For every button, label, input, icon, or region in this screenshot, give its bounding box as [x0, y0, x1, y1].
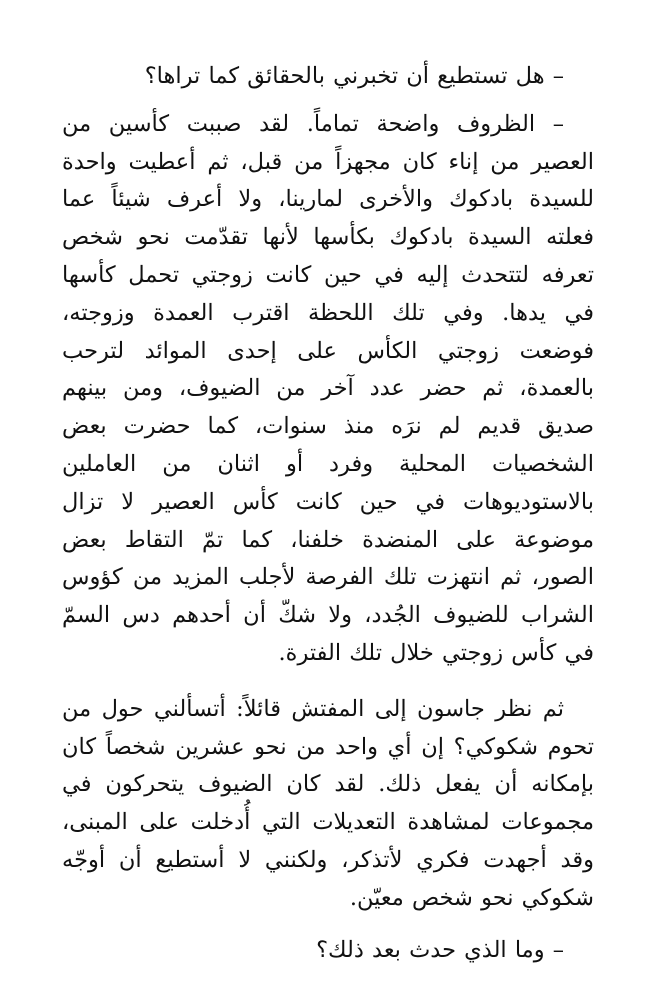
book-page [62, 58, 594, 980]
dialogue-question-2: – وما الذي حدث بعد ذلك؟ [316, 936, 564, 963]
narration-paragraph: ثم نظر جاسون إلى المفتش قائلاً: أتسألني حول من تحوم شكوكي؟ إن أي واحد من نحو عشرين شخصاً كان بإمكانه أن يفعل ذلك. لقد كان الضيوف يتحركون في مجموعات لمشاهدة التعديلات التي أُدخلت على المبنى، وقد أجهدت فكري لأتذكر، ولكنني لا أستطيع أن أوجّه شكوكي نحو شخص معيّن. [62, 695, 594, 911]
dialogue-question-1: – هل تستطيع أن تخبرني بالحقائق كما تراها؟ [144, 63, 564, 89]
dialogue-answer-paragraph: – الظروف واضحة تماماً. لقد صببت كأسين من العصير من إناء كان مجهزاً من قبل، ثم أعطيت واحدة للسيدة بادكوك والأخرى لمارينا، ولا أعرف شيئاً عما فعلته السيدة بادكوك بكأسها لأنها تقدّمت نحو شخص تعرفه لتتحدث إليه في حين كانت زوجتي تحمل كأسها في يدها. وفي تلك اللحظة اقترب العمدة وزوجته، فوضعت زوجتي الكأس على إحدى الموائد لترحب بالعمدة، ثم حضر عدد آخر من الضيوف، ومن بينهم صديق قديم لم نرَه منذ سنوات، كما حضرت بعض الشخصيات المحلية وفرد أو اثنان من العاملين بالاستوديوهات في حين كانت كأس العصير لا تزال موضوعة على المنضدة خلفنا، كما تمّ التقاط بعض الصور، ثم انتهزت تلك الفرصة لأجلب المزيد من كؤوس الشراب للضيوف الجُدد، ولا شكّ أن أحدهم دس السمّ في كأس زوجتي خلال تلك الفترة. [62, 110, 594, 666]
